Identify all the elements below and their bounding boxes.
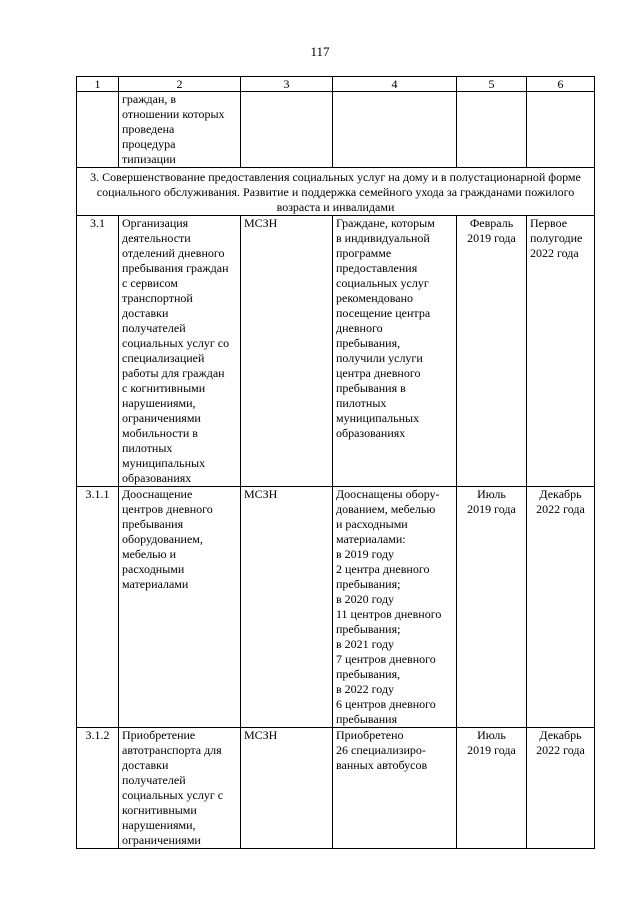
cell-start: Июль 2019 года: [457, 487, 527, 728]
measures-table: [76, 76, 595, 849]
table-row: [77, 216, 595, 487]
cell-measure: граждан, в отношении которых проведена процедура типизации: [119, 92, 241, 168]
cell-end: [527, 92, 595, 168]
column-header: 6: [527, 77, 595, 92]
cell-result: [333, 92, 457, 168]
column-header: 4: [333, 77, 457, 92]
section-title: 3. Совершенствование предоставления социальных услуг на дому и в полустационарной форме социального обслуживания. Развитие и поддержка семейного ухода за гражданами пожилого возраста и инвалидами: [77, 168, 595, 216]
cell-measure: Дооснащение центров дневного пребывания оборудованием, мебелью и расходными материалами: [119, 487, 241, 728]
cell-executor: [241, 92, 333, 168]
cell-measure: Организация деятельности отделений дневного пребывания граждан с сервисом транспортной доставки получателей социальных услуг со специализацией работы для граждан с когнитивными нарушениями, ограничениями мобильности в пилотных муниципальных образованиях: [119, 216, 241, 487]
cell-executor: МСЗН: [241, 728, 333, 849]
cell-end: Декабрь 2022 года: [527, 487, 595, 728]
cell-end: Первое полугодие 2022 года: [527, 216, 595, 487]
cell-executor: МСЗН: [241, 487, 333, 728]
cell-end: Декабрь 2022 года: [527, 728, 595, 849]
table-row: [77, 728, 595, 849]
cell-result: Приобретено 26 специализиро- ванных автобусов: [333, 728, 457, 849]
header-row: [77, 77, 595, 92]
column-header: 5: [457, 77, 527, 92]
table-row: [77, 487, 595, 728]
cell-start: Февраль 2019 года: [457, 216, 527, 487]
column-header: 3: [241, 77, 333, 92]
page-number: 117: [310, 44, 330, 59]
cell-measure: Приобретение автотранспорта для доставки получателей социальных услуг с когнитивными нарушениями, ограничениями: [119, 728, 241, 849]
column-header: 1: [77, 77, 119, 92]
column-header: 2: [119, 77, 241, 92]
continuation-row: [77, 92, 595, 168]
cell-num: 3.1.1: [77, 487, 119, 728]
cell-num: [77, 92, 119, 168]
cell-num: 3.1: [77, 216, 119, 487]
cell-start: Июль 2019 года: [457, 728, 527, 849]
cell-start: [457, 92, 527, 168]
section-row: [77, 168, 595, 216]
cell-executor: МСЗН: [241, 216, 333, 487]
cell-result: Граждане, которым в индивидуальной программе предоставления социальных услуг рекомендовано посещение центра дневного пребывания, получили услуги центра дневного пребывания в пилотных муниципальных образованиях: [333, 216, 457, 487]
cell-num: 3.1.2: [77, 728, 119, 849]
cell-result: Дооснащены обору- дованием, мебелью и расходными материалами: в 2019 году 2 центра дневного пребывания; в 2020 году 11 центров дневного пребывания; в 2021 году 7 центров дневного пребывания, в 2022 году 6 центров дневного пребывания: [333, 487, 457, 728]
